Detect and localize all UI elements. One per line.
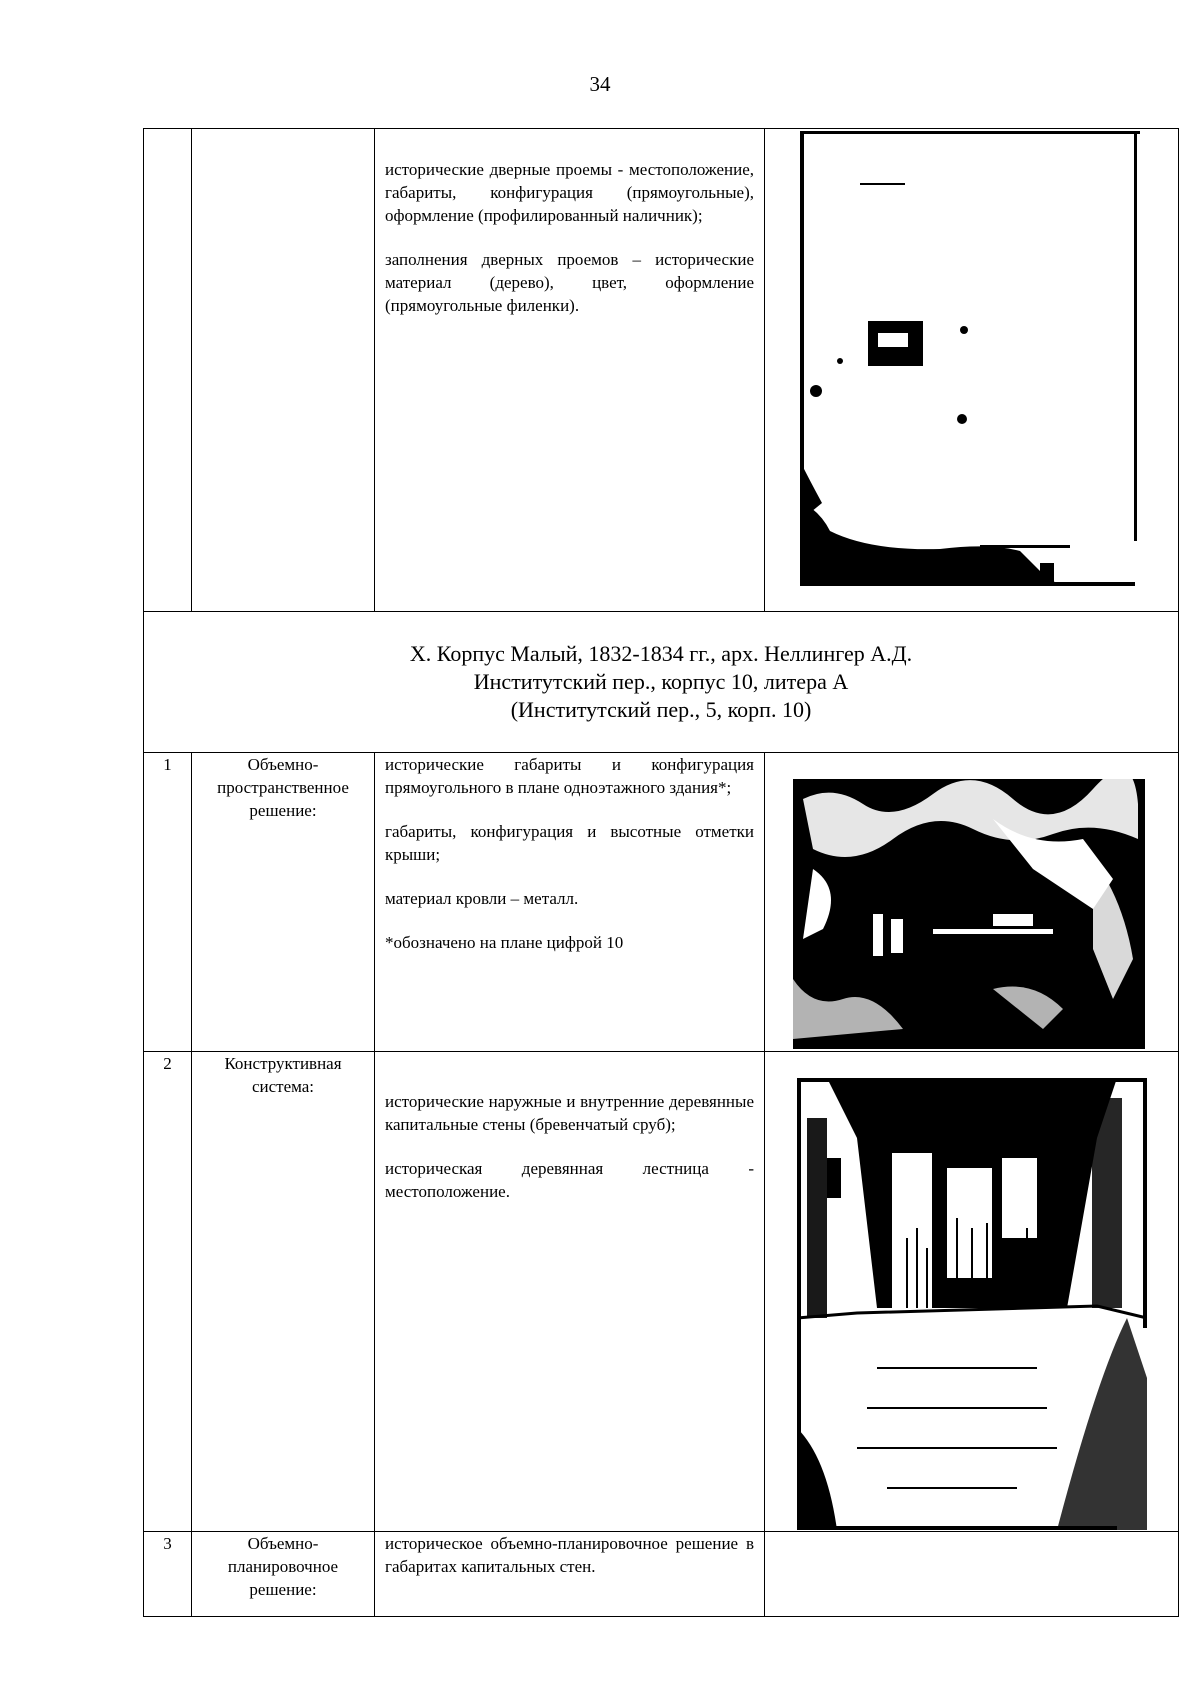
photo-cell	[765, 753, 1179, 1052]
table-row	[144, 1532, 1179, 1617]
row-number: 2	[144, 1052, 192, 1532]
section-title: Х. Корпус Малый, 1832-1834 гг., арх. Неллингер А.Д.	[409, 641, 913, 666]
row-number: 3	[144, 1532, 192, 1617]
table-row	[144, 1052, 1179, 1532]
row-text-cell	[375, 1532, 765, 1617]
photo-cell	[765, 1532, 1179, 1617]
paragraph: габариты, конфигурация и высотные отметки крыши;	[385, 822, 754, 864]
table-row	[144, 753, 1179, 1052]
row-text-cell	[375, 1052, 765, 1532]
row-label: Конструктивная система:	[192, 1052, 375, 1532]
paragraph: исторические наружные и внутренние деревянные капитальные стены (бревенчатый сруб);	[385, 1092, 754, 1134]
paragraph: историческая деревянная лестница - местоположение.	[385, 1159, 754, 1201]
row-label: Объемно-планировочное решение:	[192, 1532, 375, 1617]
interior-corridor-photo	[797, 1078, 1147, 1530]
paragraph: историческое объемно-планировочное решение в габаритах капитальных стен.	[385, 1534, 754, 1576]
page-number: 34	[589, 72, 611, 96]
section-header	[144, 612, 1179, 753]
section-address-alt: (Институтский пер., 5, корп. 10)	[510, 697, 812, 722]
paragraph: материал кровли – металл.	[385, 889, 579, 908]
photo-cell	[765, 1052, 1179, 1532]
photo-cell	[765, 129, 1179, 612]
paragraph: исторические габариты и конфигурация прямоугольного в плане одноэтажного здания*;	[385, 755, 754, 797]
row-number-cell	[144, 129, 192, 612]
row-label: Объемно-пространственное решение:	[192, 753, 375, 1052]
paragraph: заполнения дверных проемов – исторические материал (дерево), цвет, оформление (прямоугольные филенки).	[385, 250, 754, 315]
row-number: 1	[144, 753, 192, 1052]
row-text-cell	[375, 129, 765, 612]
paragraph: *обозначено на плане цифрой 10	[385, 933, 624, 952]
protection-table	[143, 128, 1179, 1617]
table-row	[144, 129, 1179, 612]
row-label-cell	[192, 129, 375, 612]
building-exterior-photo	[793, 779, 1145, 1049]
section-address: Институтский пер., корпус 10, литера А	[473, 669, 849, 694]
section-header-row	[144, 612, 1179, 753]
door-photo	[800, 131, 1140, 586]
paragraph: исторические дверные проемы - местоположение, габариты, конфигурация (прямоугольные), оформление (профилированный наличник);	[385, 160, 754, 225]
row-text-cell	[375, 753, 765, 1052]
